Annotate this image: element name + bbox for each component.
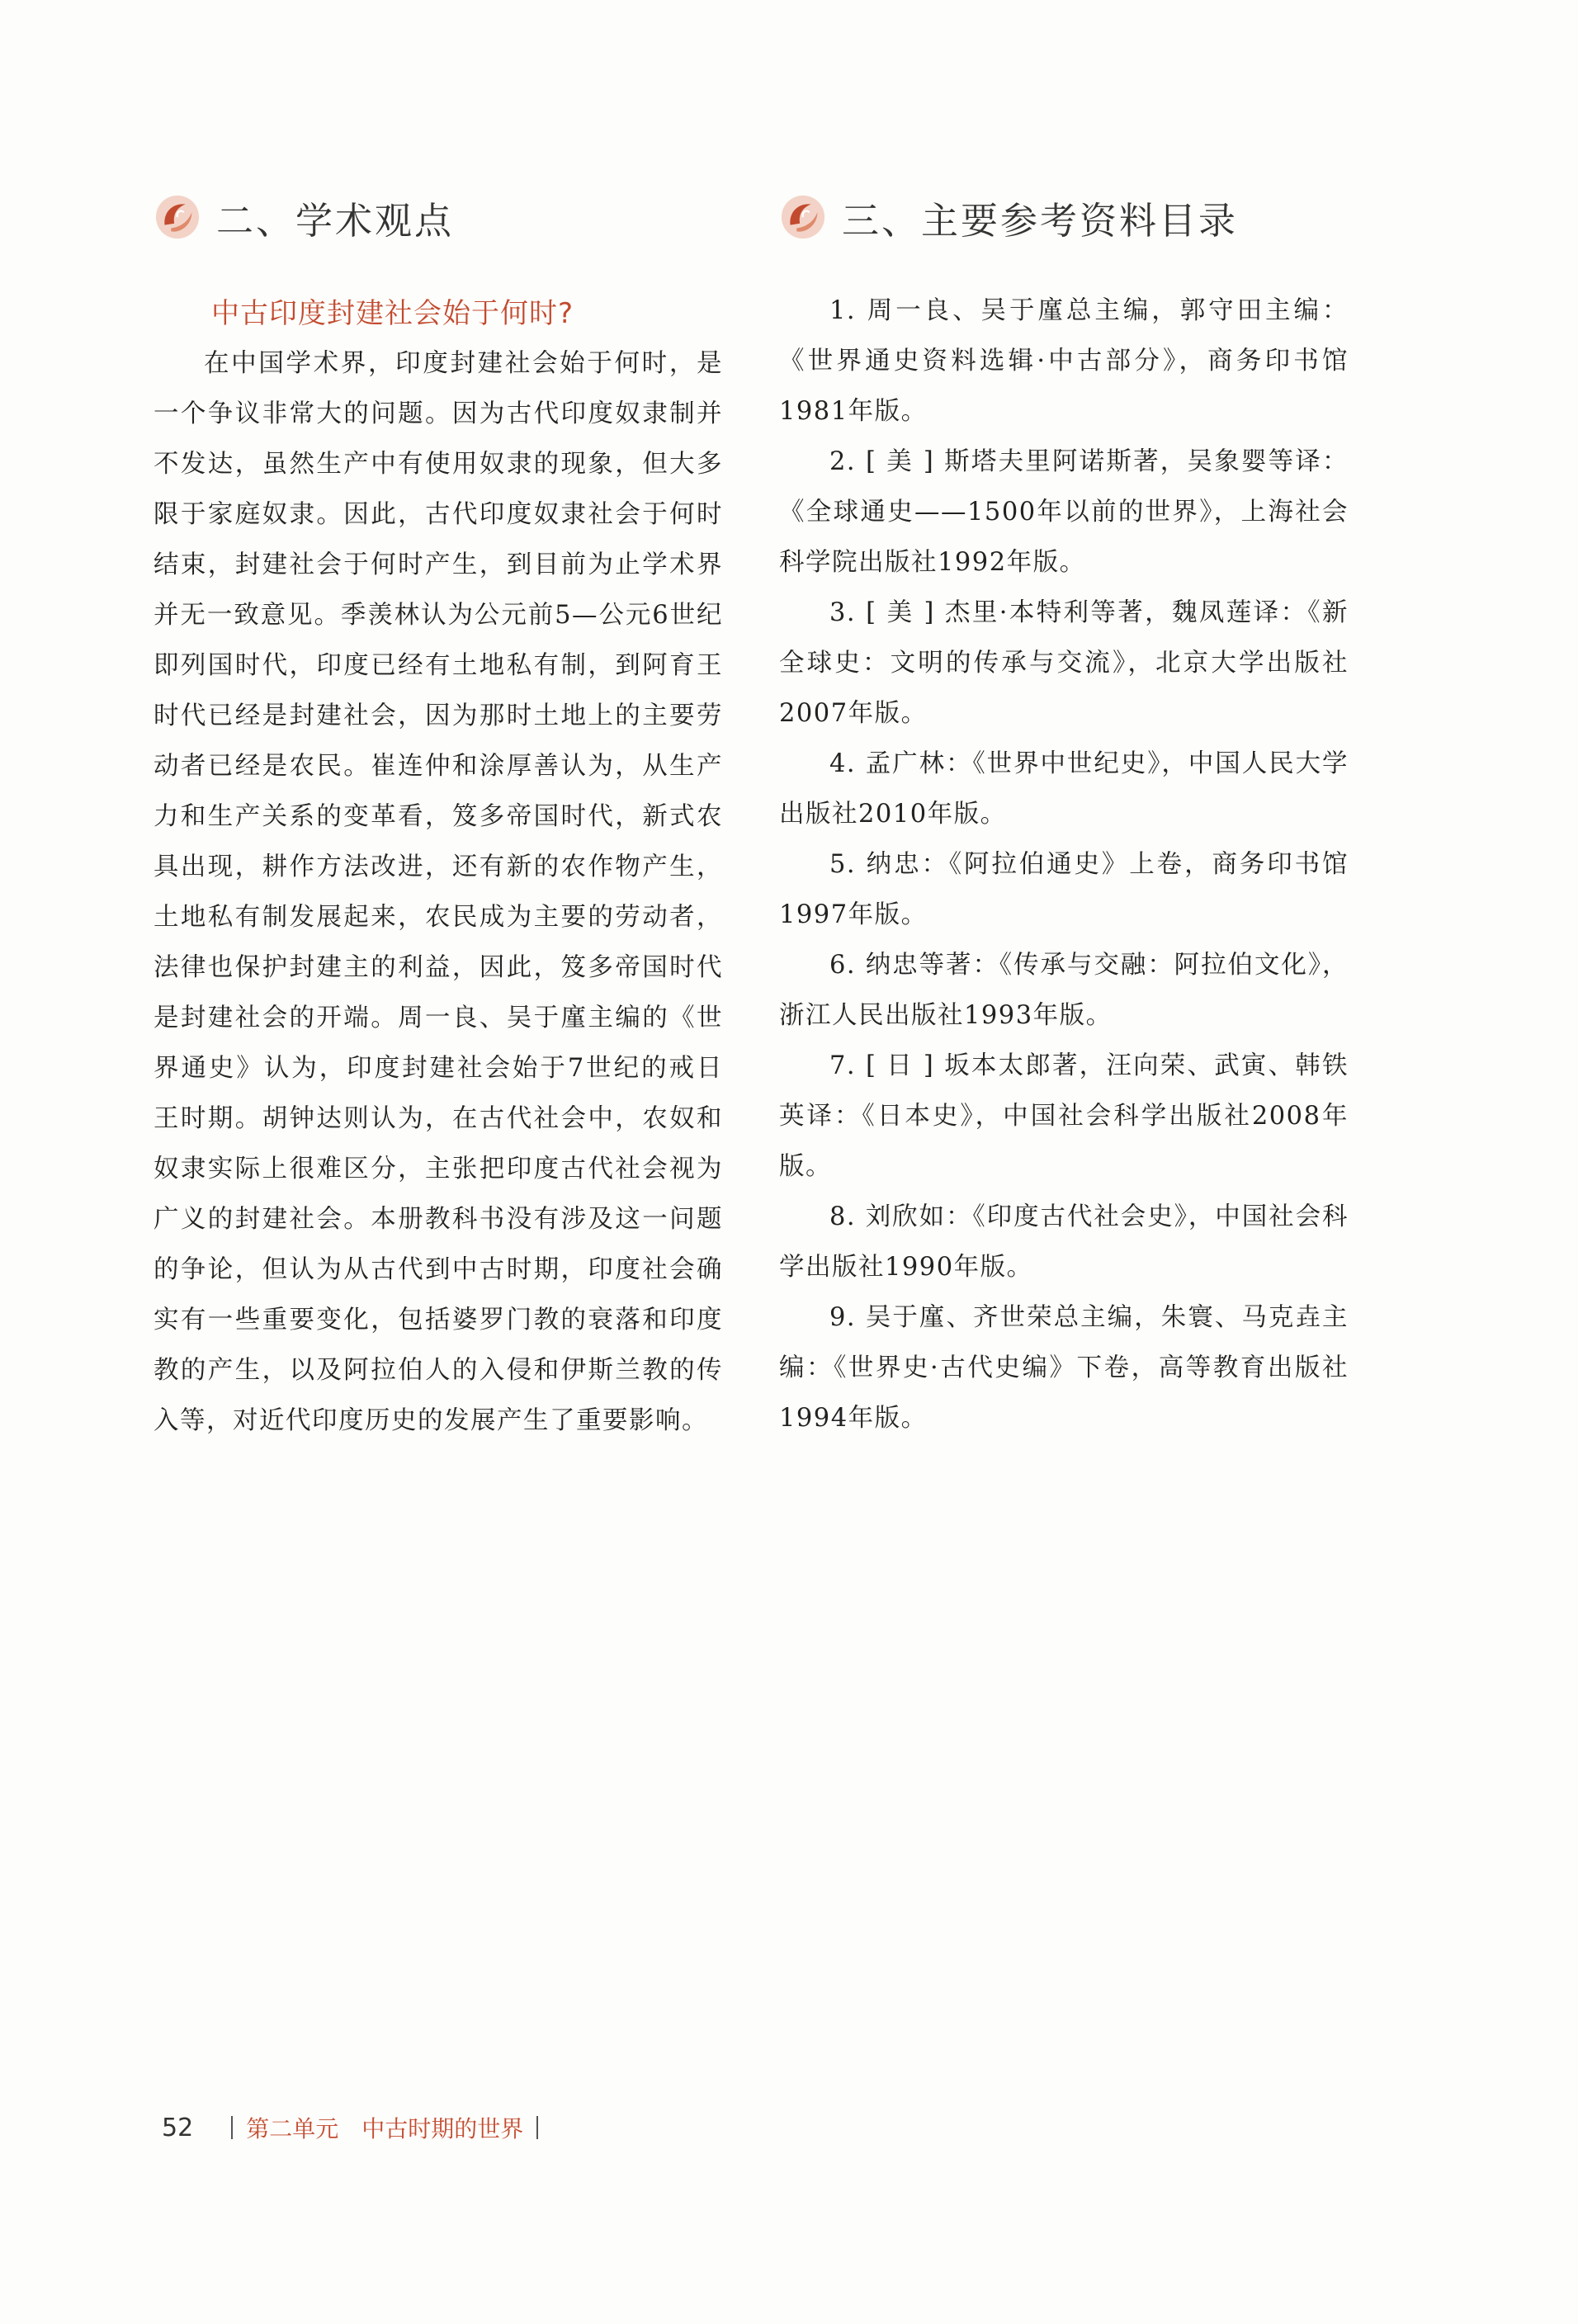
section-header-references <box>779 188 1238 246</box>
unit-title: 中古时期的世界 <box>361 2115 524 2142</box>
academic-views-paragraph: 在中国学术界，印度封建社会始于何时，是一个争议非常大的问题。因为古代印度奴隶制并不发达，虽然生产中有使用奴隶的现象，但大多限于家庭奴隶。因此，古代印度奴隶社会于何时结束，封建社会于何时产生，到目前为止学术界并无一致意见。季羡林认为公元前5—公元6世纪即列国时代，印度已经有土地私有制，到阿育王时代已经是封建社会，因为那时土地上的主要劳动者已经是农民。崔连仲和涂厚善认为，从生产力和生产关系的变革看，笈多帝国时代，新式农具出现，耕作方法改进，还有新的农作物产生，土地私有制发展起来，农民成为主要的劳动者，法律也保护封建主的利益，因此，笈多帝国时代是封建社会的开端。周一良、吴于廑主编的《世界通史》认为，印度封建社会始于7世纪的戒日王时期。胡钟达则认为，在古代社会中，农奴和奴隶实际上很难区分，主张把印度古代社会视为广义的封建社会。本册教科书没有涉及这一问题的争论，但认为从古代到中古时期，印度社会确实有一些重要变化，包括婆罗门教的衰落和印度教的产生，以及阿拉伯人的入侵和伊斯兰教的传入等，对近代印度历史的发展产生了重要影响。 <box>154 349 723 1435</box>
footer-divider <box>231 2116 233 2139</box>
reference-item: 9. 吴于廑、齐世荣总主编，朱寰、马克垚主编：《世界史·古代史编》下卷，高等教育出版社1994年版。 <box>779 1303 1349 1433</box>
page-number: 52 <box>162 2113 194 2142</box>
section-title-right: 三、主要参考资料目录 <box>842 198 1239 243</box>
swirl-section-icon <box>779 193 827 241</box>
reference-item: 5. 纳忠：《阿拉伯通史》上卷，商务印书馆1997年版。 <box>779 850 1349 929</box>
section-header-academic-views <box>154 188 454 246</box>
reference-item: 7. [ 日 ] 坂本太郎著，汪向荣、武寅、韩铁英译：《日本史》，中国社会科学出版社2008年版。 <box>779 1051 1349 1181</box>
unit-label: 第二单元 <box>246 2115 339 2142</box>
page-footer <box>162 2111 551 2144</box>
reference-item: 6. 纳忠等著：《传承与交融：阿拉伯文化》，浙江人民出版社1993年版。 <box>779 951 1349 1030</box>
reference-list <box>779 286 1349 1443</box>
footer-divider <box>536 2116 538 2139</box>
section-title-left: 二、学术观点 <box>216 198 455 243</box>
reference-item: 2. [ 美 ] 斯塔夫里阿诺斯著，吴象婴等译：《全球通史——1500年以前的世界》，上海社会科学院出版社1992年版。 <box>779 447 1349 577</box>
swirl-section-icon <box>154 193 201 241</box>
subheading-question: 中古印度封建社会始于何时? <box>211 297 574 330</box>
reference-item: 8. 刘欣如：《印度古代社会史》，中国社会科学出版社1990年版。 <box>779 1202 1349 1282</box>
reference-item: 3. [ 美 ] 杰里·本特利等著，魏凤莲译：《新全球史：文明的传承与交流》，北京大学出版社2007年版。 <box>779 598 1349 728</box>
reference-item: 1. 周一良、吴于廑总主编，郭守田主编：《世界通史资料选辑·中古部分》，商务印书馆1981年版。 <box>779 296 1349 426</box>
reference-item: 4. 孟广林：《世界中世纪史》，中国人民大学出版社2010年版。 <box>779 749 1349 829</box>
